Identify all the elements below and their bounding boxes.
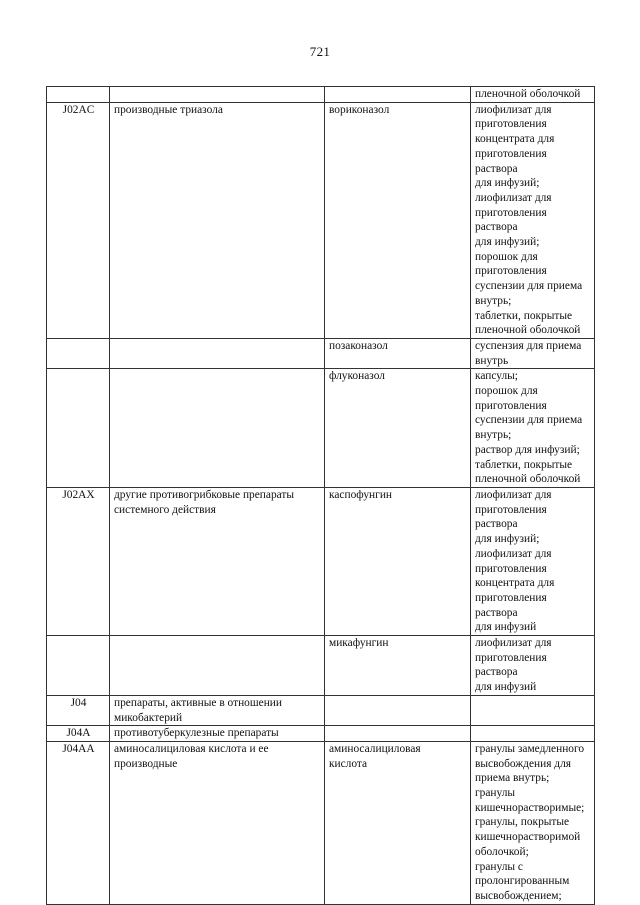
- group-cell: препараты, активные в отношении микобактерий: [110, 695, 325, 725]
- atc-code-cell: [47, 338, 110, 368]
- table-row: [47, 87, 595, 103]
- table-row: [47, 102, 595, 338]
- group-cell: противотуберкулезные препараты: [110, 726, 325, 742]
- table-row: [47, 338, 595, 368]
- drug-name-cell: аминосалициловая кислота: [325, 741, 471, 904]
- dosage-form-cell: [471, 726, 595, 742]
- atc-code-cell: J04AA: [47, 741, 110, 904]
- table-row: [47, 369, 595, 488]
- dosage-form-cell: суспензия для приема внутрь: [471, 338, 595, 368]
- table-row: [47, 695, 595, 725]
- dosage-form-cell: капсулы; порошок для приготовления суспензии для приема внутрь; раствор для инфузий; таблетки, покрытые пленочной оболочкой: [471, 369, 595, 488]
- table-row: [47, 726, 595, 742]
- group-cell: производные триазола: [110, 102, 325, 338]
- group-cell: [110, 338, 325, 368]
- table-row: [47, 487, 595, 635]
- table-row: [47, 741, 595, 904]
- dosage-form-cell: гранулы замедленного высвобождения для приема внутрь; гранулы кишечнорастворимые; гранулы, покрытые кишечнорастворимой оболочкой; гранулы с пролонгированным высвобождением;: [471, 741, 595, 904]
- group-cell: [110, 636, 325, 696]
- drug-name-cell: вориконазол: [325, 102, 471, 338]
- drug-name-cell: [325, 87, 471, 103]
- atc-code-cell: [47, 369, 110, 488]
- drug-name-cell: [325, 726, 471, 742]
- drug-name-cell: [325, 695, 471, 725]
- group-cell: [110, 87, 325, 103]
- dosage-form-cell: лиофилизат для приготовления раствора для инфузий: [471, 636, 595, 696]
- atc-code-cell: J02AC: [47, 102, 110, 338]
- group-cell: аминосалициловая кислота и ее производные: [110, 741, 325, 904]
- atc-code-cell: [47, 636, 110, 696]
- drug-name-cell: флуконазол: [325, 369, 471, 488]
- table-row: [47, 636, 595, 696]
- dosage-form-cell: [471, 695, 595, 725]
- drug-table: [46, 86, 595, 905]
- dosage-form-cell: лиофилизат для приготовления раствора для инфузий; лиофилизат для приготовления концентрата для приготовления раствора для инфузий: [471, 487, 595, 635]
- atc-code-cell: J02AX: [47, 487, 110, 635]
- drug-name-cell: каспофунгин: [325, 487, 471, 635]
- dosage-form-cell: лиофилизат для приготовления концентрата для приготовления раствора для инфузий; лиофилизат для приготовления раствора для инфузий; порошок для приготовления суспензии для приема внутрь; таблетки, покрытые пленочной оболочкой: [471, 102, 595, 338]
- atc-code-cell: J04: [47, 695, 110, 725]
- group-cell: другие противогрибковые препараты системного действия: [110, 487, 325, 635]
- dosage-form-cell: пленочной оболочкой: [471, 87, 595, 103]
- group-cell: [110, 369, 325, 488]
- atc-code-cell: [47, 87, 110, 103]
- atc-code-cell: J04A: [47, 726, 110, 742]
- page-number: 721: [309, 44, 331, 59]
- drug-name-cell: позаконазол: [325, 338, 471, 368]
- drug-name-cell: микафунгин: [325, 636, 471, 696]
